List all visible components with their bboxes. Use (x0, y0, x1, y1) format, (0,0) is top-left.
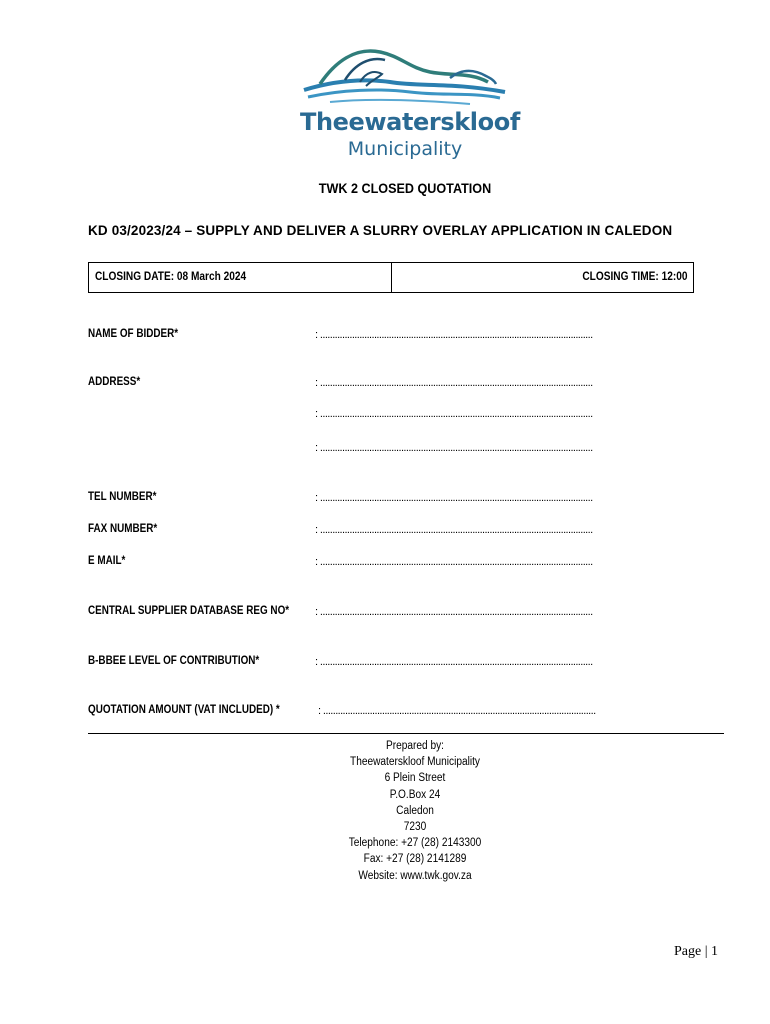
email-field[interactable]: : ............................................................................................................... (315, 556, 593, 568)
closing-info-box (88, 262, 694, 293)
logo-title: Theewaterskloof (300, 108, 520, 136)
footer-separator (88, 733, 724, 734)
quotation-amount-label: QUOTATION AMOUNT (VAT INCLUDED) * (88, 704, 280, 716)
prepared-by-block (50, 738, 770, 884)
logo-emblem-icon (300, 42, 510, 108)
name-of-bidder-label: NAME OF BIDDER* (88, 328, 179, 340)
address-label: ADDRESS* (88, 376, 141, 388)
bbbee-level-field[interactable]: : ............................................................................................................... (315, 656, 593, 668)
closing-box-divider (391, 263, 392, 292)
closing-time: CLOSING TIME: 12:00 (581, 271, 687, 283)
csd-reg-no-label: CENTRAL SUPPLIER DATABASE REG NO* (88, 605, 290, 617)
prepared-by-telephone: Telephone: +27 (28) 2143300 (348, 837, 482, 850)
prepared-by-fax: Fax: +27 (28) 2141289 (363, 853, 467, 866)
prepared-by-website[interactable]: Website: www.twk.gov.za (358, 869, 472, 882)
tel-number-label: TEL NUMBER* (88, 491, 157, 503)
fax-number-label: FAX NUMBER* (88, 523, 158, 535)
fax-number-field[interactable]: : ............................................................................................................... (315, 524, 593, 536)
address-field-line-1[interactable]: : ............................................................................................................... (315, 377, 593, 389)
email-label: E MAIL* (88, 555, 126, 567)
document-title: TWK 2 CLOSED QUOTATION (318, 180, 492, 196)
csd-reg-no-field[interactable]: : ............................................................................................................... (315, 606, 593, 618)
prepared-by-postal-code: 7230 (403, 821, 427, 834)
prepared-by-org: Theewaterskloof Municipality (350, 756, 480, 769)
quotation-amount-field[interactable]: : ............................................................................................................... (318, 705, 596, 717)
prepared-by-heading: Prepared by: (386, 740, 444, 752)
page-number: Page | 1 (674, 944, 719, 959)
address-field-line-3[interactable]: : ............................................................................................................... (315, 442, 593, 454)
tel-number-field[interactable]: : ............................................................................................................... (315, 492, 593, 504)
closing-date: CLOSING DATE: 08 March 2024 (95, 271, 247, 283)
quotation-subtitle: KD 03/2023/24 – SUPPLY AND DELIVER A SLURRY OVERLAY APPLICATION IN CALEDON (88, 223, 673, 238)
bbbee-level-label: B-BBEE LEVEL OF CONTRIBUTION* (88, 655, 260, 667)
name-of-bidder-field[interactable]: : ............................................................................................................... (315, 329, 593, 341)
address-field-line-2[interactable]: : ............................................................................................................... (315, 408, 593, 420)
logo-subtitle: Municipality (347, 138, 463, 160)
prepared-by-town: Caledon (396, 804, 434, 817)
prepared-by-street: 6 Plein Street (384, 772, 446, 785)
prepared-by-po-box: P.O.Box 24 (389, 788, 441, 801)
municipality-logo (300, 42, 520, 167)
